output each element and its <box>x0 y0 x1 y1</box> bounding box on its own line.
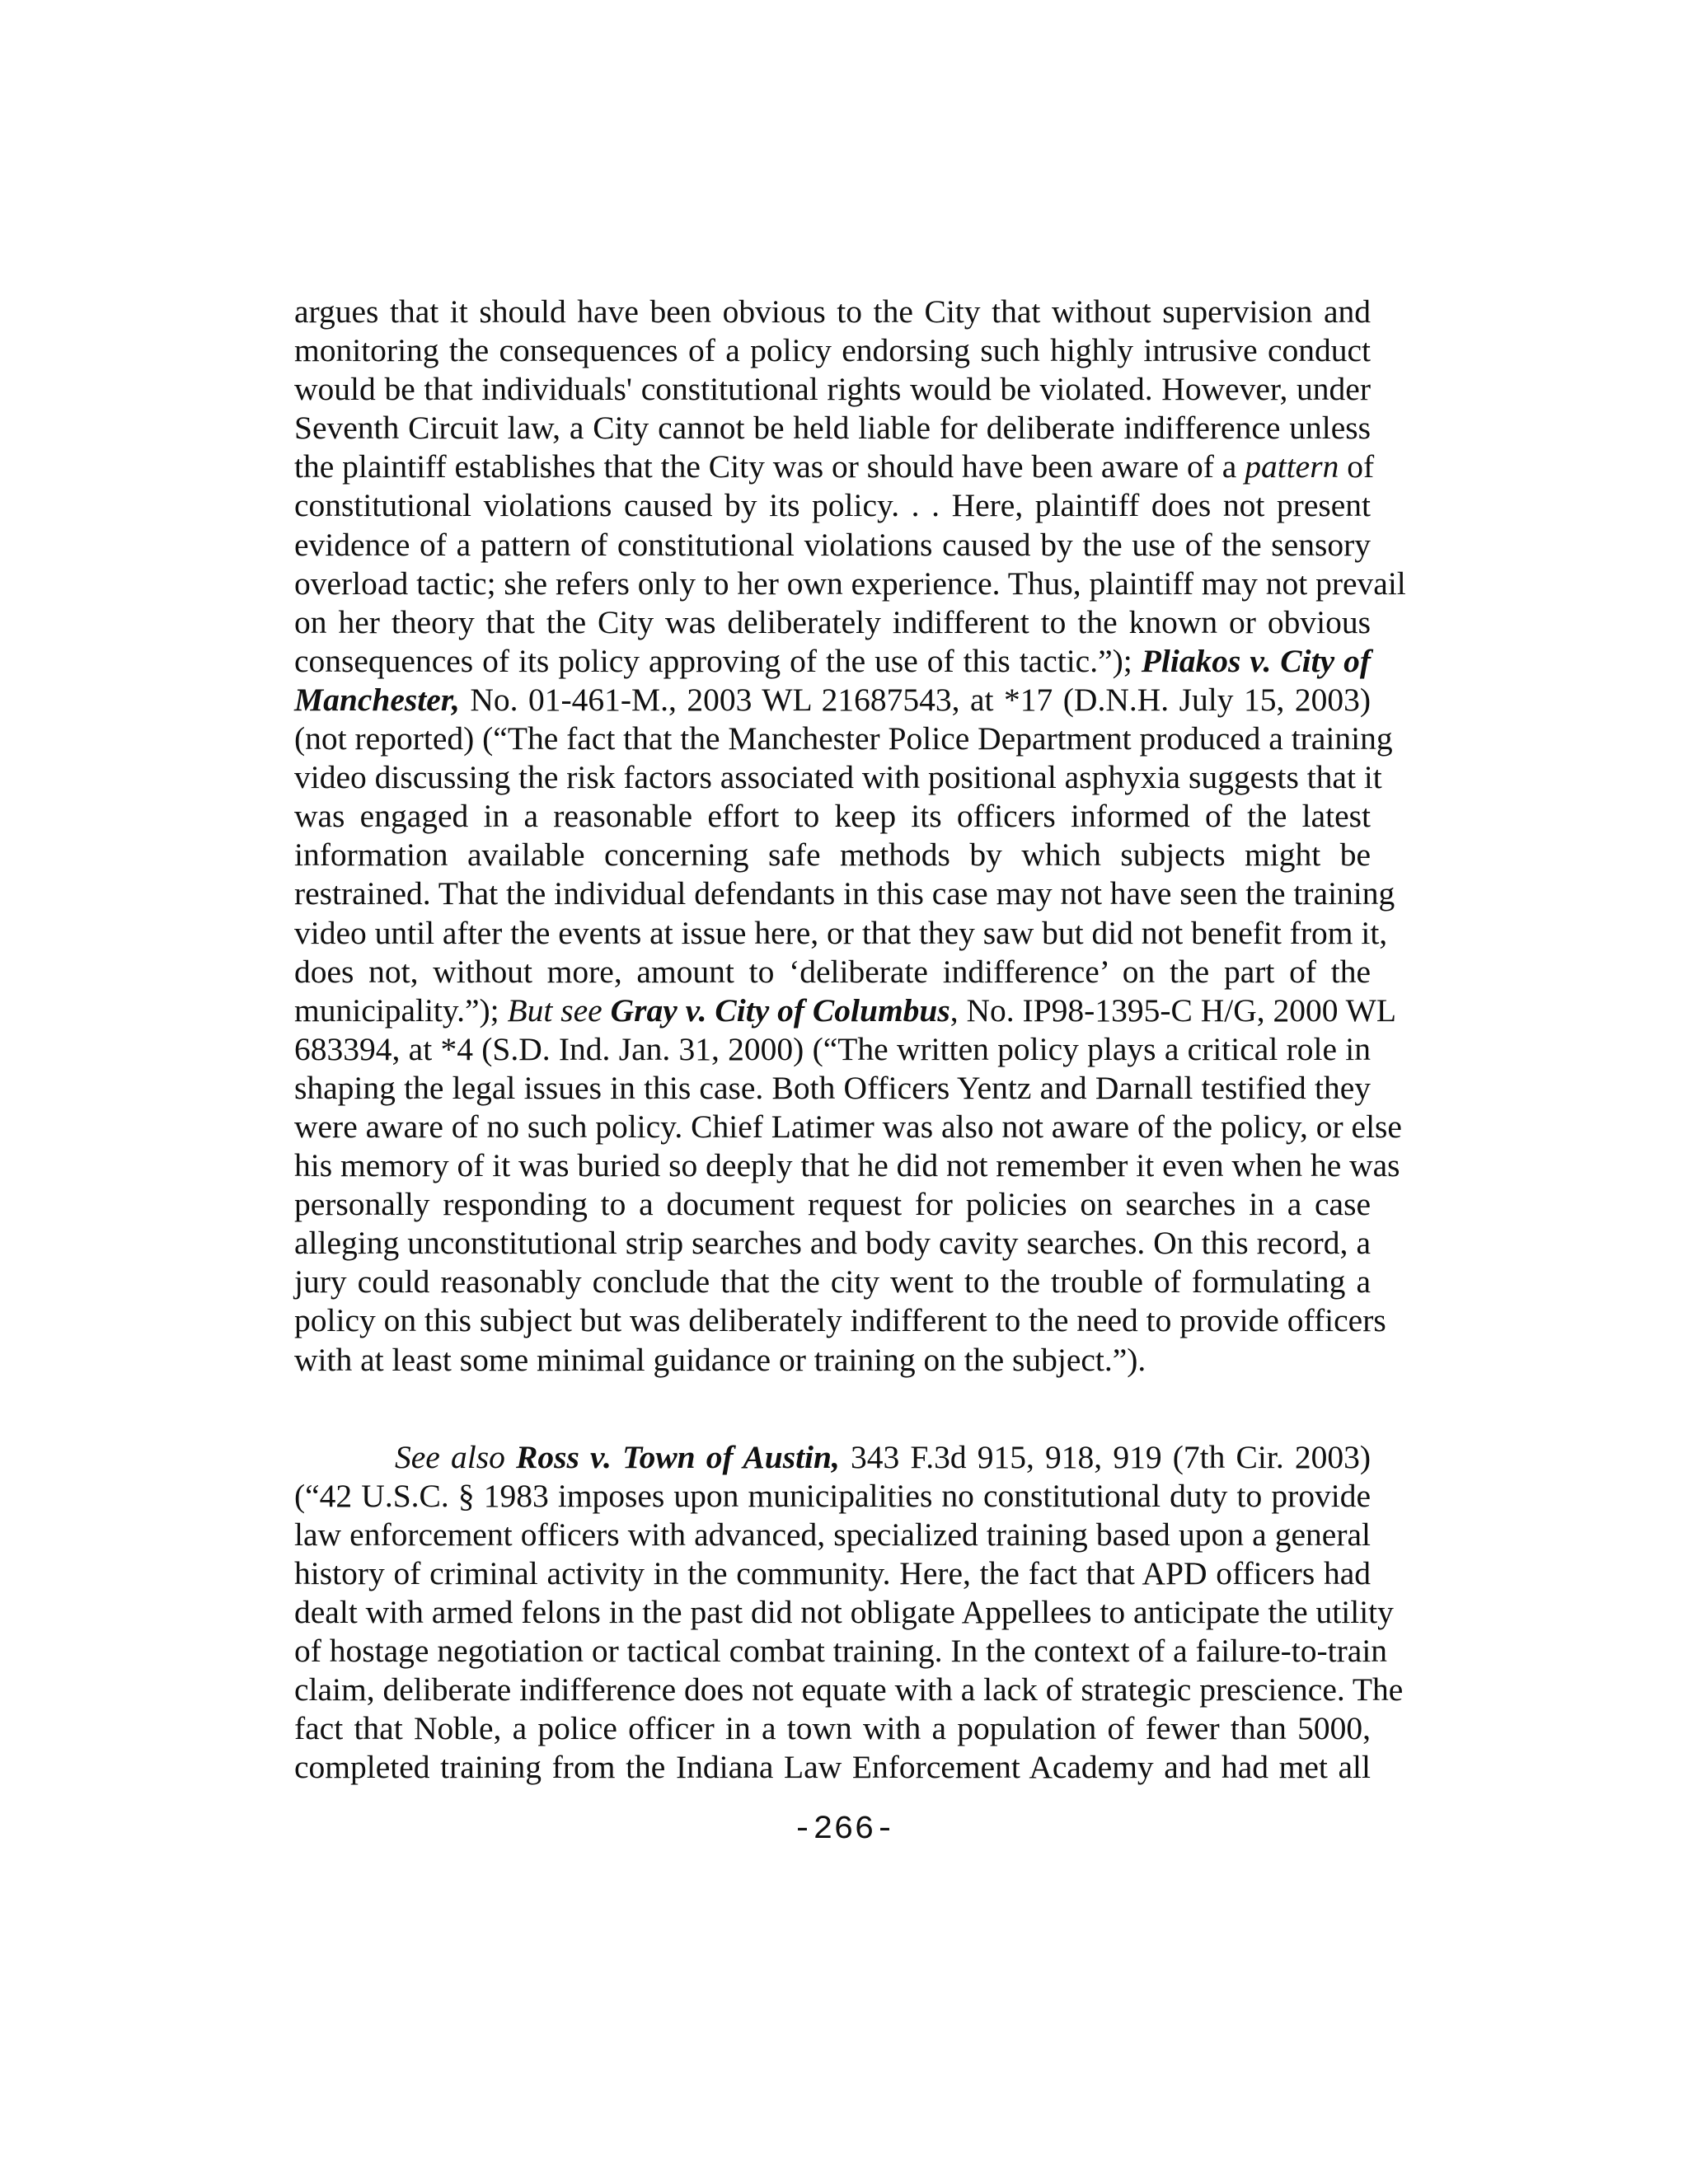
text-line: (not reported) (“The fact that the Manchester Police Department produced a training <box>294 720 1393 757</box>
text-line: Manchester, No. 01-461-M., 2003 WL 21687543, at *17 (D.N.H. July 15, 2003) <box>294 681 1371 718</box>
text-line: See also Ross v. Town of Austin, 343 F.3d 915, 918, 919 (7th Cir. 2003) <box>395 1438 1371 1475</box>
text-line: dealt with armed felons in the past did not obligate Appellees to anticipate the utility <box>294 1594 1394 1630</box>
text-line: would be that individuals' constitutional rights would be violated. However, under <box>294 371 1371 408</box>
text-line: constitutional violations caused by its policy. . . Here, plaintiff does not present <box>294 487 1371 524</box>
text-line: (“42 U.S.C. § 1983 imposes upon municipalities no constitutional duty to provide <box>294 1477 1371 1514</box>
paragraph-spacer <box>294 1380 1371 1438</box>
text-line: claim, deliberate indifference does not equate with a lack of strategic prescience. The <box>294 1671 1404 1708</box>
text-line: monitoring the consequences of a policy endorsing such highly intrusive conduct <box>294 332 1371 369</box>
text-line: were aware of no such policy. Chief Latimer was also not aware of the policy, or else <box>294 1108 1402 1145</box>
emphasis-pattern: pattern <box>1245 448 1339 485</box>
text-line: evidence of a pattern of constitutional violations caused by the use of the sensory <box>294 526 1371 563</box>
text-line: with at least some minimal guidance or training on the subject.”). <box>294 1341 1146 1378</box>
text-line: municipality.”); But see Gray v. City of Columbus, No. IP98-1395-C H/G, 2000 WL <box>294 991 1397 1029</box>
text-line: personally responding to a document request for policies on searches in a case <box>294 1186 1371 1223</box>
text-line: restrained. That the individual defendants in this case may not have seen the training <box>294 875 1395 912</box>
text-line: shaping the legal issues in this case. Both Officers Yentz and Darnall testified they <box>294 1069 1371 1106</box>
text-line: on her theory that the City was deliberately indifferent to the known or obvious <box>294 603 1371 640</box>
text-line: of hostage negotiation or tactical combat training. In the context of a failure-to-train <box>294 1633 1388 1670</box>
text-line: his memory of it was buried so deeply that he did not remember it even when he was <box>294 1147 1400 1184</box>
text-line: information available concerning safe methods by which subjects might be <box>294 837 1371 874</box>
text-line: policy on this subject but was deliberately indifferent to the need to provide officers <box>294 1302 1386 1339</box>
text-line: video until after the events at issue here, or that they saw but did not benefit from it, <box>294 914 1388 951</box>
page-number: -266- <box>792 1811 896 1849</box>
text-line: does not, without more, amount to ‘deliberate indifference’ on the part of the <box>294 953 1371 990</box>
text-line: fact that Noble, a police officer in a town with a population of fewer than 5000, <box>294 1710 1371 1747</box>
signal-but-see: But see <box>507 991 611 1029</box>
case-name-manchester: Manchester, <box>294 681 460 718</box>
case-name-ross: Ross v. Town of Austin, <box>515 1438 840 1475</box>
text-line: Seventh Circuit law, a City cannot be held liable for deliberate indifference unless <box>294 410 1371 447</box>
text-line: consequences of its policy approving of the use of this tactic.”); Pliakos v. City of <box>294 642 1371 679</box>
document-body <box>294 293 1406 1787</box>
text-line: jury could reasonably conclude that the city went to the trouble of formulating a <box>294 1263 1371 1301</box>
text-line: argues that it should have been obvious to the City that without supervision and <box>294 293 1371 330</box>
text-line: video discussing the risk factors associated with positional asphyxia suggests that it <box>294 759 1382 796</box>
text-line: the plaintiff establishes that the City was or should have been aware of a pattern of <box>294 448 1375 485</box>
text-line: alleging unconstitutional strip searches and body cavity searches. On this record, a <box>294 1225 1371 1262</box>
paragraph-see-also <box>294 1438 1404 1788</box>
case-name-pliakos: Pliakos v. City of <box>1141 642 1371 679</box>
text-line: completed training from the Indiana Law Enforcement Academy and had met all <box>294 1749 1371 1786</box>
text-line: history of criminal activity in the community. Here, the fact that APD officers had <box>294 1554 1371 1591</box>
signal-see-also: See also <box>395 1438 516 1475</box>
text-line: overload tactic; she refers only to her own experience. Thus, plaintiff may not prevail <box>294 565 1406 602</box>
text-line: 683394, at *4 (S.D. Ind. Jan. 31, 2000) (“The written policy plays a critical role in <box>294 1030 1371 1067</box>
paragraph-continued <box>294 293 1406 1380</box>
text-line: law enforcement officers with advanced, specialized training based upon a general <box>294 1516 1371 1553</box>
text-line: was engaged in a reasonable effort to keep its officers informed of the latest <box>294 798 1371 835</box>
case-name-gray: Gray v. City of Columbus <box>610 991 950 1029</box>
